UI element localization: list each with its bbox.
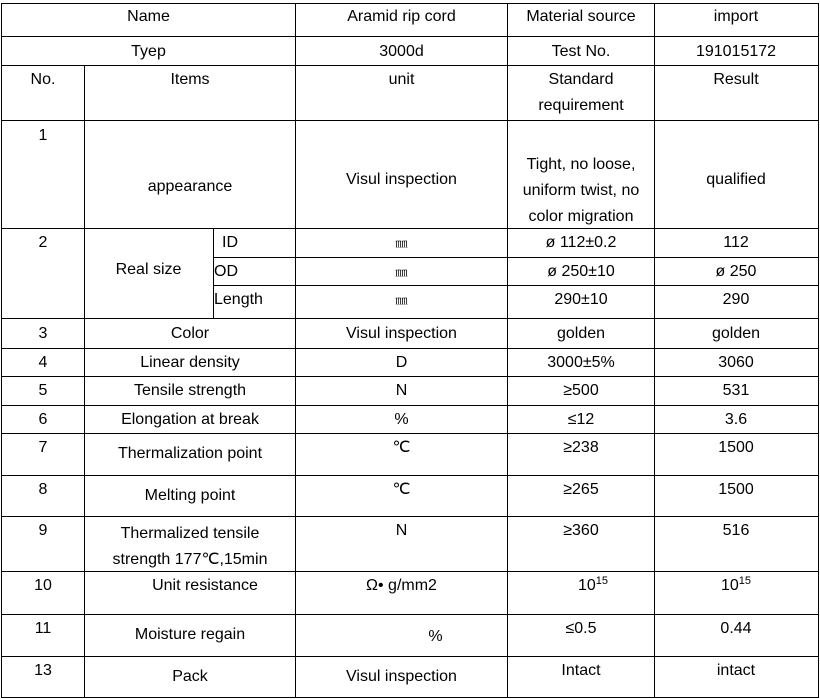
row-10-result [655,576,817,595]
column-header-standard-line2: requirement [538,97,624,114]
row-7-item: Thermalization point [117,445,263,462]
grid-line [1,405,819,406]
row-11-standard: ≤0.5 [565,620,597,637]
row-13-item: Pack [172,668,208,685]
row-4-result: 3060 [718,354,754,371]
row-8-item: Melting point [144,487,236,504]
type-value: 3000d [379,43,424,60]
row-11-unit: % [428,628,443,645]
row-13-unit: Visul inspection [346,668,457,685]
row-1-unit: Visul inspection [346,171,457,188]
row-1-no: 1 [38,127,48,144]
row-1-item: appearance [147,178,233,195]
row-13-no: 13 [34,662,52,679]
row-8-result: 1500 [718,481,754,498]
row-11-no: 11 [34,620,52,637]
row-8-standard: ≥265 [563,481,599,498]
row-2-length-unit: ㎜ [395,293,408,307]
grid-line [1,516,819,517]
grid-line [818,3,819,698]
row-10-unit: Ω• g/mm2 [366,577,437,594]
row-6-standard: ≤12 [567,411,595,428]
row-3-no: 3 [38,325,48,342]
row-7-no: 7 [38,439,48,456]
row-9-unit: N [395,522,408,539]
grid-line [1,3,819,4]
row-2-id-result: 112 [723,234,749,251]
test-no-label: Test No. [551,43,611,60]
material-source-value: import [713,8,759,25]
row-10-standard-base: 10 [577,577,596,594]
row-1-standard-line2: uniform twist, no [522,182,640,199]
row-8-no: 8 [38,481,48,498]
grid-line [1,433,819,434]
row-9-item [85,521,295,573]
row-5-standard: ≥500 [563,382,599,399]
row-2-od-result: ø 250 [715,263,757,280]
row-2-od-standard: ø 250±10 [547,263,615,280]
row-1-result: qualified [706,171,766,188]
row-4-item: Linear density [140,354,240,371]
grid-line [213,285,819,286]
row-2-id-unit: ㎜ [395,236,408,250]
row-5-result: 531 [722,382,750,399]
grid-line [1,36,819,37]
grid-line [1,656,819,657]
row-10-standard [520,576,666,595]
row-9-no: 9 [38,522,48,539]
row-3-unit: Visul inspection [346,325,457,342]
row-10-item: Unit resistance [152,577,258,594]
material-source-label: Material source [526,8,636,25]
grid-line [1,475,819,476]
row-9-result: 516 [722,522,750,539]
column-header-standard [508,70,654,115]
row-3-standard: golden [556,325,606,342]
row-1-standard-line3: color migration [528,208,634,225]
row-11-result: 0.44 [720,620,752,637]
row-2-length-result: 290 [722,291,750,308]
grid-line [213,257,819,258]
column-header-no: No. [30,71,56,88]
type-label: Tyep [131,43,166,60]
row-2-item: Real size [115,261,182,278]
row-4-standard: 3000±5% [547,354,615,371]
grid-line [1,120,819,121]
column-header-unit: unit [388,71,415,88]
name-value: Aramid rip cord [347,8,456,25]
grid-line [1,376,819,377]
column-header-result: Result [713,71,759,88]
row-2-no: 2 [38,234,48,251]
row-7-standard: ≥238 [563,439,599,456]
row-7-result: 1500 [718,439,754,456]
row-2-id-standard: ø 112±0.2 [545,234,617,251]
row-13-standard: Intact [561,662,601,679]
name-label: Name [127,8,170,25]
grid-line [1,348,819,349]
row-6-item: Elongation at break [121,411,259,428]
test-no-value: 191015172 [695,43,777,60]
grid-line [1,65,819,66]
row-4-unit: D [395,354,408,371]
row-3-item: Color [170,325,210,342]
row-2-length-standard: 290±10 [554,291,608,308]
row-6-unit: % [394,411,409,428]
row-9-item-line2: strength 177℃,15min [112,551,268,568]
grid-line [1,614,819,615]
column-header-standard-line1: Standard [548,71,614,88]
row-2-sub-od: OD [214,263,238,280]
row-10-result-base: 10 [720,577,739,594]
row-11-item: Moisture regain [134,626,246,643]
row-5-no: 5 [38,382,48,399]
grid-line [1,697,819,698]
row-6-no: 6 [38,411,48,428]
row-10-result-exponent: 15 [738,575,752,587]
row-2-od-unit: ㎜ [395,265,408,279]
row-2-sub-id: ID [222,234,238,251]
row-7-unit: ℃ [392,439,411,456]
row-10-no: 10 [34,577,52,594]
row-2-sub-length: Length [214,291,263,308]
row-1-standard [508,152,654,230]
row-9-item-line1: Thermalized tensile [120,525,260,542]
row-4-no: 4 [38,354,48,371]
row-13-result: intact [716,662,756,679]
row-10-standard-exponent: 15 [595,575,609,587]
grid-line [1,318,819,319]
row-5-unit: N [395,382,408,399]
column-header-items: Items [170,71,210,88]
grid-line [1,228,819,229]
row-9-standard: ≥360 [563,522,599,539]
row-8-unit: ℃ [392,481,411,498]
row-5-item: Tensile strength [133,382,247,399]
row-1-standard-line1: Tight, no loose, [526,156,636,173]
row-6-result: 3.6 [724,411,748,428]
row-3-result: golden [711,325,761,342]
